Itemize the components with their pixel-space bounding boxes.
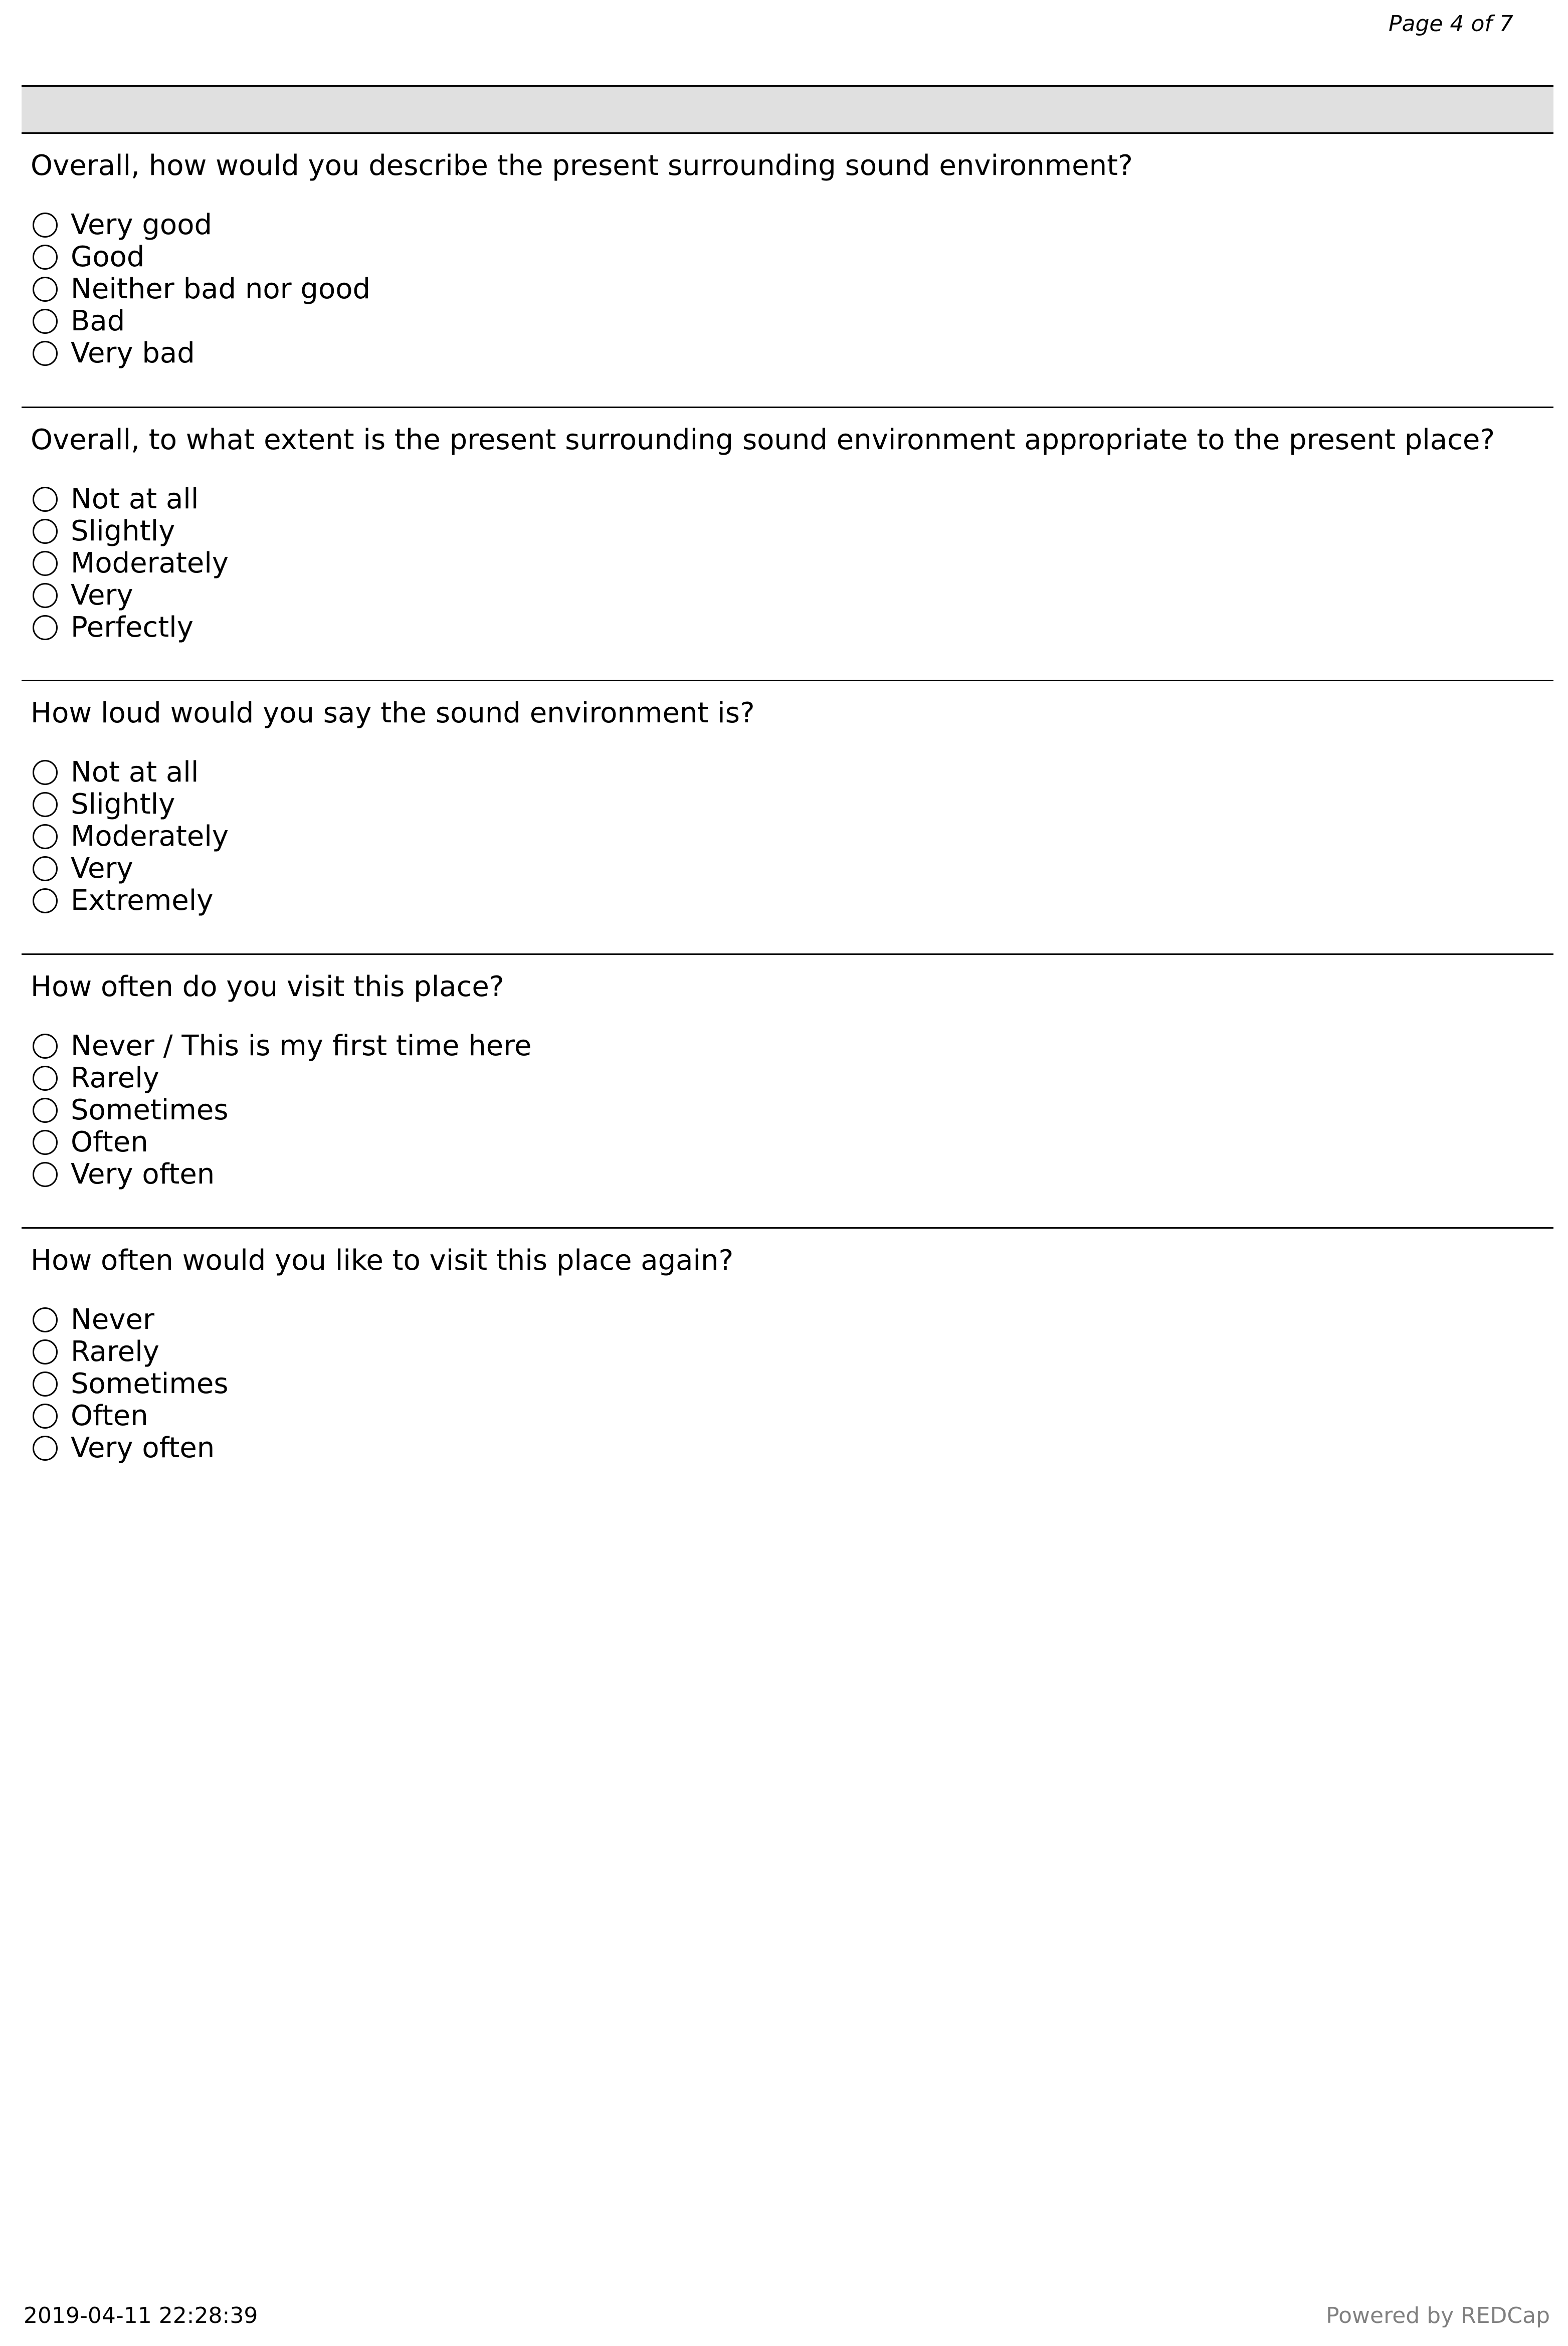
radio-unselected-icon[interactable] <box>33 519 58 544</box>
radio-option[interactable] <box>33 1126 531 1158</box>
radio-group <box>33 483 229 644</box>
radio-unselected-icon[interactable] <box>33 487 58 512</box>
radio-option[interactable] <box>33 209 370 241</box>
option-label: Very <box>71 852 133 885</box>
radio-unselected-icon[interactable] <box>33 1307 58 1332</box>
page-number: Page 4 of 7 <box>1389 11 1513 37</box>
radio-unselected-icon[interactable] <box>33 1162 58 1187</box>
question-block-revisit-desire <box>22 1227 1553 1501</box>
radio-option[interactable] <box>33 885 229 917</box>
radio-group <box>33 1030 531 1191</box>
radio-option[interactable] <box>33 273 370 305</box>
question-block-loudness <box>22 680 1553 953</box>
radio-option[interactable] <box>33 1030 531 1062</box>
radio-option[interactable] <box>33 1094 531 1126</box>
radio-option[interactable] <box>33 612 229 644</box>
radio-unselected-icon[interactable] <box>33 1372 58 1397</box>
option-label: Very often <box>71 1158 215 1191</box>
radio-option[interactable] <box>33 305 370 337</box>
option-label: Never <box>71 1303 154 1336</box>
radio-option[interactable] <box>33 337 370 369</box>
radio-unselected-icon[interactable] <box>33 1404 58 1429</box>
radio-option[interactable] <box>33 515 229 547</box>
radio-unselected-icon[interactable] <box>33 1339 58 1364</box>
radio-unselected-icon[interactable] <box>33 824 58 849</box>
question-block-sound-environment-rating <box>22 134 1553 408</box>
option-label: Not at all <box>71 483 199 515</box>
radio-unselected-icon[interactable] <box>33 760 58 785</box>
radio-group <box>33 756 229 917</box>
section-header-band <box>22 85 1553 134</box>
radio-unselected-icon[interactable] <box>33 792 58 817</box>
option-label: Rarely <box>71 1335 159 1368</box>
option-label: Slightly <box>71 788 175 821</box>
radio-option[interactable] <box>33 853 229 885</box>
question-text: Overall, to what extent is the present surrounding sound environment appropriate to the present place? <box>31 424 1495 456</box>
radio-option[interactable] <box>33 1432 229 1464</box>
option-label: Sometimes <box>71 1367 229 1400</box>
radio-unselected-icon[interactable] <box>33 1034 58 1059</box>
option-label: Slightly <box>71 515 175 547</box>
option-label: Sometimes <box>71 1094 229 1126</box>
radio-option[interactable] <box>33 1400 229 1432</box>
radio-option[interactable] <box>33 1062 531 1094</box>
option-label: Very <box>71 579 133 612</box>
radio-option[interactable] <box>33 1336 229 1368</box>
radio-unselected-icon[interactable] <box>33 1066 58 1091</box>
question-block-visit-frequency <box>22 953 1553 1227</box>
option-label: Often <box>71 1400 148 1432</box>
radio-option[interactable] <box>33 1158 531 1191</box>
option-label: Rarely <box>71 1062 159 1094</box>
question-text: How often do you visit this place? <box>31 970 504 1003</box>
question-text: How loud would you say the sound environment is? <box>31 697 755 729</box>
option-label: Extremely <box>71 884 214 917</box>
radio-option[interactable] <box>33 547 229 579</box>
option-label: Very bad <box>71 337 195 369</box>
powered-by-redcap: Powered by REDCap <box>1326 2303 1550 2328</box>
question-text: How often would you like to visit this place again? <box>31 1244 734 1277</box>
radio-unselected-icon[interactable] <box>33 1130 58 1155</box>
footer-timestamp: 2019-04-11 22:28:39 <box>24 2303 258 2328</box>
option-label: Often <box>71 1126 148 1158</box>
option-label: Good <box>71 241 145 273</box>
radio-option[interactable] <box>33 1304 229 1336</box>
option-label: Very often <box>71 1432 215 1464</box>
radio-unselected-icon[interactable] <box>33 615 58 640</box>
radio-option[interactable] <box>33 821 229 853</box>
option-label: Moderately <box>71 547 229 579</box>
radio-unselected-icon[interactable] <box>33 583 58 608</box>
radio-unselected-icon[interactable] <box>33 551 58 576</box>
radio-unselected-icon[interactable] <box>33 856 58 881</box>
radio-option[interactable] <box>33 241 370 273</box>
question-block-appropriateness <box>22 407 1553 680</box>
radio-unselected-icon[interactable] <box>33 245 58 270</box>
option-label: Moderately <box>71 820 229 853</box>
radio-unselected-icon[interactable] <box>33 213 58 238</box>
option-label: Neither bad nor good <box>71 273 371 305</box>
option-label: Never / This is my first time here <box>71 1030 532 1062</box>
question-text: Overall, how would you describe the present surrounding sound environment? <box>31 149 1133 182</box>
radio-option[interactable] <box>33 579 229 612</box>
option-label: Very good <box>71 209 212 241</box>
radio-option[interactable] <box>33 1368 229 1400</box>
option-label: Bad <box>71 305 125 337</box>
radio-unselected-icon[interactable] <box>33 277 58 302</box>
radio-unselected-icon[interactable] <box>33 1436 58 1461</box>
radio-unselected-icon[interactable] <box>33 309 58 334</box>
radio-group <box>33 1304 229 1464</box>
radio-unselected-icon[interactable] <box>33 341 58 366</box>
radio-option[interactable] <box>33 789 229 821</box>
radio-unselected-icon[interactable] <box>33 1098 58 1123</box>
radio-option[interactable] <box>33 483 229 515</box>
radio-group <box>33 209 370 369</box>
radio-unselected-icon[interactable] <box>33 888 58 913</box>
option-label: Perfectly <box>71 611 193 644</box>
radio-option[interactable] <box>33 756 229 789</box>
option-label: Not at all <box>71 756 199 789</box>
